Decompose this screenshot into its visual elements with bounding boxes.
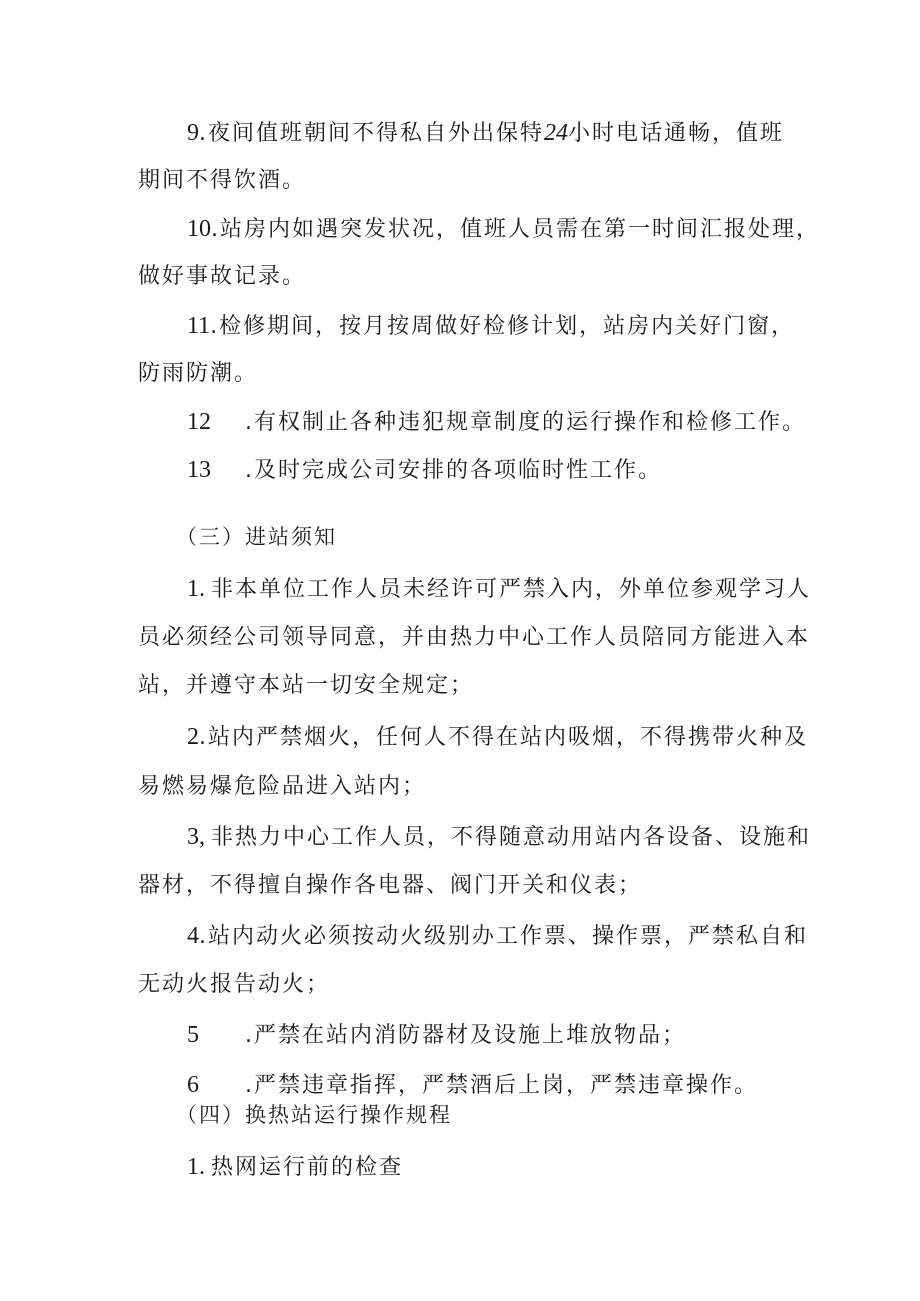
item-number: 2 bbox=[187, 724, 199, 750]
item-number: 1. bbox=[187, 576, 205, 602]
s3-item-1-line-2: 员必须经公司领导同意，并由热力中心工作人员陪同方能进入本 bbox=[138, 625, 811, 650]
s3-item-1-line-3: 站，并遵守本站一切安全规定； bbox=[138, 673, 475, 698]
item-text: 热网运行前的检查 bbox=[211, 1155, 404, 1180]
s3-item-6-line-1 bbox=[187, 1070, 758, 1101]
item-11-line-1 bbox=[187, 311, 795, 342]
item-text: .站内严禁烟火，任何人不得在站内吸烟，不得携带火种及 bbox=[199, 725, 808, 750]
item-number: 3, bbox=[187, 824, 205, 850]
section-4-heading: （四）换热站运行操作规程 bbox=[176, 1103, 452, 1127]
s3-item-4-line-1 bbox=[187, 921, 808, 952]
item-text: .检修期间，按月按周做好检修计划，站房内关好门窗， bbox=[210, 314, 796, 339]
item-9-line-2: 期间不得饮酒。 bbox=[138, 168, 307, 193]
item-text: .严禁违章指挥，严禁酒后上岗，严禁违章操作。 bbox=[245, 1073, 758, 1098]
item-12-line-1 bbox=[187, 407, 806, 438]
item-number: 12 bbox=[187, 409, 211, 435]
s3-item-5-line-1 bbox=[187, 1020, 686, 1051]
s3-item-3-line-2: 器材，不得擅自操作各电器、阀门开关和仪表； bbox=[138, 873, 643, 898]
item-number: 4 bbox=[187, 923, 199, 949]
item-text: 小时电话通畅，值班 bbox=[568, 121, 785, 146]
s3-item-1-line-1 bbox=[187, 574, 811, 605]
s3-item-2-line-1 bbox=[187, 722, 808, 753]
s3-item-3-line-1 bbox=[187, 822, 811, 853]
item-text: .严禁在站内消防器材及设施上堆放物品； bbox=[245, 1023, 686, 1048]
item-text: .站内动火必须按动火级别办工作票、操作票，严禁私自和 bbox=[199, 924, 808, 949]
item-10-line-1 bbox=[187, 214, 820, 245]
item-text: .有权制止各种违犯规章制度的运行操作和检修工作。 bbox=[245, 410, 806, 435]
item-number: 1. bbox=[187, 1154, 205, 1180]
item-number: 5 bbox=[187, 1022, 199, 1048]
s4-item-1-line-1 bbox=[187, 1152, 403, 1183]
section-3-heading: （三）进站须知 bbox=[176, 525, 337, 549]
item-9-line-1 bbox=[187, 118, 784, 149]
s3-item-4-line-2: 无动火报告动火； bbox=[138, 972, 331, 997]
item-text: .及时完成公司安排的各项临时性工作。 bbox=[245, 458, 662, 483]
item-10-line-2: 做好事故记录。 bbox=[138, 264, 307, 289]
item-text: .站房内如遇突发状况，值班人员需在第一时间汇报处理， bbox=[211, 217, 820, 242]
item-number: 13 bbox=[187, 457, 211, 483]
item-text: 非热力中心工作人员，不得随意动用站内各设备、设施和 bbox=[211, 825, 812, 850]
item-13-line-1 bbox=[187, 455, 662, 486]
item-number: 10 bbox=[187, 216, 211, 242]
item-hours: 24 bbox=[544, 120, 568, 146]
item-11-line-2: 防雨防潮。 bbox=[138, 361, 259, 386]
s3-item-2-line-2: 易燃易爆危险品进入站内； bbox=[138, 774, 427, 799]
item-number: 6 bbox=[187, 1072, 199, 1098]
item-number: 9 bbox=[187, 120, 199, 146]
item-text: .夜间值班朝间不得私自外出保特 bbox=[199, 121, 544, 146]
item-text: 非本单位工作人员未经许可严禁入内，外单位参观学习人 bbox=[211, 577, 812, 602]
item-number: 11 bbox=[187, 313, 211, 339]
